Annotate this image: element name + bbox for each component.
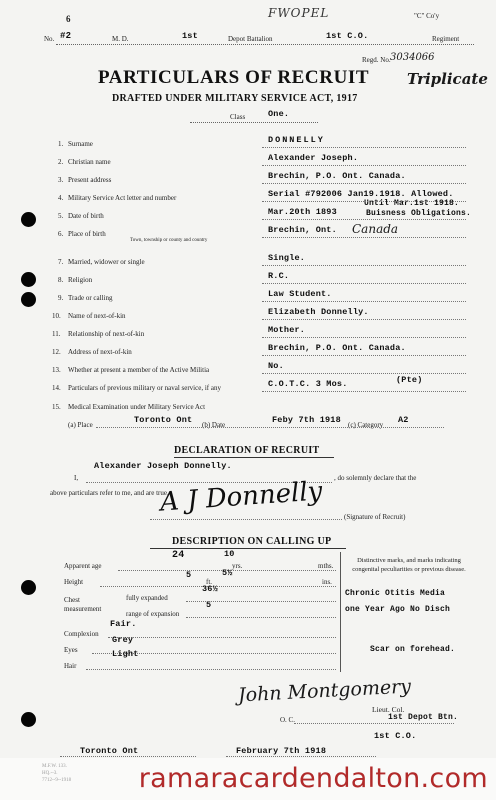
marks-label: Distinctive marks, and marks indicating congenital peculiarities or previous disease. xyxy=(352,557,466,573)
field-value-militia: No. xyxy=(268,361,284,371)
field-label: Present address xyxy=(68,176,112,184)
punch-hole xyxy=(21,212,36,227)
field-label: Date of birth xyxy=(68,212,104,220)
chest-expanded-label: fully expanded xyxy=(126,594,168,602)
punch-hole xyxy=(21,272,36,287)
field-rule xyxy=(262,201,466,202)
officer-rule xyxy=(294,723,454,724)
field-label: Religion xyxy=(68,276,93,284)
depot-label: Depot Battalion xyxy=(228,35,273,43)
age-months-value: 10 xyxy=(224,549,235,559)
class-value: One. xyxy=(268,109,290,119)
chest-range-rule xyxy=(186,617,336,618)
field-sublabel: Town, township or county and country xyxy=(130,238,208,243)
eyes-value: Grey xyxy=(112,635,134,645)
page-subtitle: DRAFTED UNDER MILITARY SERVICE ACT, 1917 xyxy=(112,93,358,104)
height-in-value: 5½ xyxy=(222,568,233,578)
field-rule xyxy=(262,283,466,284)
field-value-surname: DONNELLY xyxy=(268,135,325,145)
medical-date-label: (b) Date xyxy=(202,421,226,429)
declaration-name: Alexander Joseph Donnelly. xyxy=(94,461,232,471)
chest-range-label: range of expansion xyxy=(126,610,180,618)
field-value-trade: Law Student. xyxy=(268,289,332,299)
age-years-label: yrs. xyxy=(232,562,243,570)
copy-label: Triplicate xyxy=(407,70,488,88)
chest-expanded-value: 36½ xyxy=(202,584,218,594)
hair-rule xyxy=(86,669,336,670)
field-rule xyxy=(262,355,466,356)
field-num: 8. xyxy=(58,276,64,284)
footer-place-rule xyxy=(60,756,196,757)
signature-rule xyxy=(150,519,342,520)
field-rule xyxy=(262,147,466,148)
signature-label: (Signature of Recruit) xyxy=(344,513,406,521)
height-ft-label: ft. xyxy=(206,578,213,586)
height-rule xyxy=(100,586,336,587)
field-num: 4. xyxy=(58,194,64,202)
field-value-next-of-kin: Elizabeth Donnelly. xyxy=(268,307,369,317)
header-stamp: FWOPEL xyxy=(268,6,330,20)
recruit-signature: A J Donnelly xyxy=(159,476,324,518)
chest-range-value: 5 xyxy=(206,600,212,610)
field-value-marital: Single. xyxy=(268,253,306,263)
field-num: 5. xyxy=(58,212,64,220)
field-label: Particulars of previous military or naval service, if any xyxy=(68,384,221,392)
page-title: PARTICULARS OF RECRUIT xyxy=(98,67,370,88)
field-rule xyxy=(262,219,466,220)
marks-value-2: one Year Ago No Disch xyxy=(345,605,451,614)
medical-category-value: A2 xyxy=(398,415,409,425)
age-years-value: 24 xyxy=(172,550,185,561)
field-rule xyxy=(262,319,466,320)
officer-depot: 1st Depot Btn. xyxy=(388,713,459,722)
punch-hole xyxy=(21,292,36,307)
field-label: Place of birth xyxy=(68,230,106,238)
field-label: Whether at present a member of the Active Militia xyxy=(68,366,210,374)
complexion-rule xyxy=(108,637,336,638)
no-label: No. xyxy=(44,35,55,43)
field-value-religion: R.C. xyxy=(268,271,290,281)
regiment-label: Regiment xyxy=(432,35,460,43)
field-num: 12. xyxy=(52,348,61,356)
footer-date: February 7th 1918 xyxy=(236,746,327,756)
field-num: 3. xyxy=(58,176,64,184)
field-value-birth-country: Canada xyxy=(352,222,399,236)
hair-label: Hair xyxy=(64,662,77,670)
field-rule xyxy=(262,373,466,374)
officer-oc-label: O. C. xyxy=(280,716,295,724)
depot-value: 1st C.O. xyxy=(326,31,369,41)
md-value: 1st xyxy=(182,31,198,41)
complexion-value: Fair. xyxy=(110,619,137,629)
watermark-text: ramaracardendalton.com xyxy=(138,763,488,794)
field-rule xyxy=(262,265,466,266)
field-rule xyxy=(262,183,466,184)
officer-co: 1st C.O. xyxy=(374,731,417,741)
medical-place-label: (a) Place xyxy=(68,421,93,429)
field-num: 6. xyxy=(58,230,64,238)
field-label: Surname xyxy=(68,140,93,148)
header-company: "C" Co'y xyxy=(414,12,440,20)
field-value-kin-address: Brechin, P.O. Ont. Canada. xyxy=(268,343,406,353)
field-num: 10. xyxy=(52,312,61,320)
field-label: Christian name xyxy=(68,158,111,166)
class-rule xyxy=(190,122,318,123)
declaration-text1: , do solemnly declare that the xyxy=(334,474,417,482)
field-value-service: C.O.T.C. 3 Mos. xyxy=(268,379,348,389)
marks-value-scar: Scar on forehead. xyxy=(370,645,456,654)
description-underline xyxy=(150,548,346,549)
field-label: Military Service Act letter and number xyxy=(68,194,177,202)
header-rule xyxy=(56,44,474,45)
footer-place: Toronto Ont xyxy=(80,746,139,756)
declaration-underline xyxy=(174,457,334,458)
no-value: #2 xyxy=(60,31,72,41)
md-label: M. D. xyxy=(112,35,129,43)
field-label: Name of next-of-kin xyxy=(68,312,126,320)
footer-date-rule xyxy=(226,756,376,757)
officer-rank: Lieut. Col. xyxy=(372,705,405,714)
field-value-obligations: Buisness Obligations. xyxy=(366,209,472,218)
punch-hole xyxy=(21,712,36,727)
age-months-label: mths. xyxy=(318,562,334,570)
punch-hole xyxy=(21,580,36,595)
declaration-heading: DECLARATION OF RECRUIT xyxy=(174,445,320,456)
hair-value: Light xyxy=(112,649,139,659)
height-ft-value: 5 xyxy=(186,570,192,580)
field-value-rank: (Pte) xyxy=(396,375,423,385)
declaration-text2: above particulars refer to me, and are true. xyxy=(50,489,169,497)
field-label: Relationship of next-of-kin xyxy=(68,330,145,338)
declaration-i-label: I, xyxy=(74,474,79,482)
page-number: 6 xyxy=(66,14,71,24)
field-value-msa-number: Serial #792006 Jan19.1918. Allowed. xyxy=(268,189,454,199)
medical-category-label: (c) Category xyxy=(348,421,384,429)
field-label: Trade or calling xyxy=(68,294,113,302)
field-value-relationship: Mother. xyxy=(268,325,306,335)
chest-label: Chest measurement xyxy=(64,596,102,613)
eyes-label: Eyes xyxy=(64,646,78,654)
marks-value-1: Chronic Otitis Media xyxy=(345,589,446,598)
field-value-address: Brechin, P.O. Ont. Canada. xyxy=(268,171,406,181)
field-label: Married, widower or single xyxy=(68,258,145,266)
field-rule xyxy=(262,337,466,338)
age-label: Apparent age xyxy=(64,562,102,570)
field-value-birth-place: Brechin, Ont. xyxy=(268,225,337,235)
medical-rule xyxy=(96,427,444,428)
field-value-christian-name: Alexander Joseph. xyxy=(268,153,359,163)
class-label: Class xyxy=(230,113,246,121)
field-rule xyxy=(262,391,466,392)
complexion-label: Complexion xyxy=(64,630,99,638)
height-ins-label: ins. xyxy=(322,578,332,586)
field-value-birth-date: Mar.20th 1893 xyxy=(268,207,337,217)
field-num: 9. xyxy=(58,294,64,302)
field-label: Address of next-of-kin xyxy=(68,348,132,356)
field-num: 13. xyxy=(52,366,61,374)
description-heading: DESCRIPTION ON CALLING UP xyxy=(172,536,332,547)
medical-date-value: Feby 7th 1918 xyxy=(272,415,341,425)
regd-label: Regd. No. xyxy=(362,56,391,64)
field-num: 2. xyxy=(58,158,64,166)
field-num: 15. xyxy=(52,403,61,411)
field-num: 1. xyxy=(58,140,64,148)
medical-label: Medical Examination under Military Service Act xyxy=(68,403,206,411)
chest-expanded-rule xyxy=(186,601,336,602)
field-rule xyxy=(262,165,466,166)
field-num: 11. xyxy=(52,330,61,338)
field-rule xyxy=(262,301,466,302)
officer-signature: John Montgomery xyxy=(237,675,412,707)
height-label: Height xyxy=(64,578,84,586)
description-divider xyxy=(340,552,341,672)
regd-value: 3034066 xyxy=(390,52,435,63)
field-num: 7. xyxy=(58,258,64,266)
medical-place-value: Toronto Ont xyxy=(134,415,193,425)
field-rule xyxy=(262,237,466,238)
field-num: 14. xyxy=(52,384,61,392)
field-value-msa-until: Until Mar.1st 1918. xyxy=(364,199,460,208)
